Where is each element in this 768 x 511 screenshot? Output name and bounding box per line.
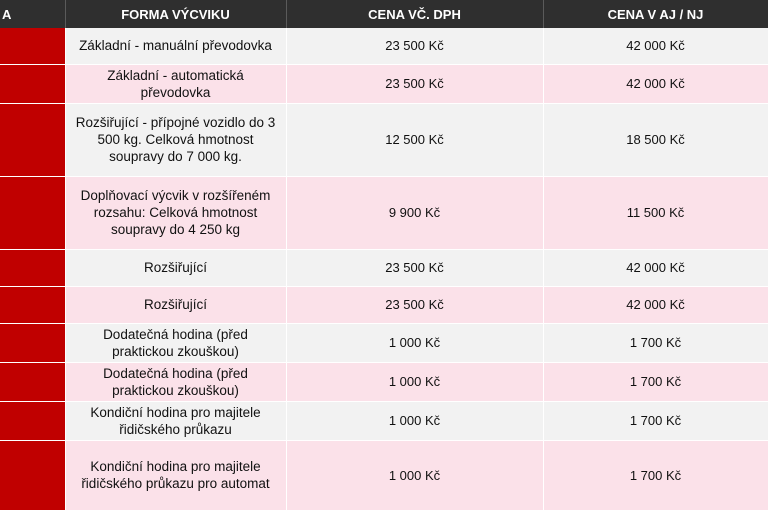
table-row	[0, 362, 768, 401]
header-price-incl-vat: CENA VČ. DPH	[286, 0, 543, 28]
category-cell	[0, 401, 65, 440]
training-form-cell: Kondiční hodina pro majitele řidičského průkazu	[65, 401, 286, 440]
training-form-cell: Dodatečná hodina (před praktickou zkouškou)	[65, 362, 286, 401]
price-cell: 12 500 Kč	[286, 103, 543, 176]
training-form-cell: Dodatečná hodina (před praktickou zkouškou)	[65, 323, 286, 362]
table-row	[0, 176, 768, 249]
price-foreign-cell: 42 000 Kč	[543, 249, 768, 286]
category-cell	[0, 362, 65, 401]
price-cell: 23 500 Kč	[286, 28, 543, 64]
price-cell: 1 000 Kč	[286, 401, 543, 440]
training-form-cell: Kondiční hodina pro majitele řidičského průkazu pro automat	[65, 440, 286, 510]
price-cell: 1 000 Kč	[286, 440, 543, 510]
training-form-cell: Rozšiřující - přípojné vozidlo do 3 500 kg. Celková hmotnost soupravy do 7 000 kg.	[65, 103, 286, 176]
table-row	[0, 440, 768, 510]
price-cell: 23 500 Kč	[286, 286, 543, 323]
price-foreign-cell: 11 500 Kč	[543, 176, 768, 249]
header-training-form: FORMA VÝCVIKU	[65, 0, 286, 28]
table-row	[0, 286, 768, 323]
price-cell: 9 900 Kč	[286, 176, 543, 249]
price-foreign-cell: 42 000 Kč	[543, 286, 768, 323]
price-foreign-cell: 42 000 Kč	[543, 28, 768, 64]
header-price-foreign-language: CENA V AJ / NJ	[543, 0, 768, 28]
category-cell	[0, 249, 65, 286]
price-foreign-cell: 1 700 Kč	[543, 362, 768, 401]
table-row	[0, 323, 768, 362]
category-cell	[0, 64, 65, 103]
category-cell	[0, 28, 65, 64]
category-cell	[0, 440, 65, 510]
price-foreign-cell: 18 500 Kč	[543, 103, 768, 176]
header-category: A	[0, 0, 65, 28]
category-cell	[0, 286, 65, 323]
category-cell	[0, 103, 65, 176]
price-foreign-cell: 42 000 Kč	[543, 64, 768, 103]
category-cell	[0, 176, 65, 249]
header-row	[0, 0, 768, 28]
training-form-cell: Rozšiřující	[65, 249, 286, 286]
table-row	[0, 64, 768, 103]
price-cell: 1 000 Kč	[286, 362, 543, 401]
training-form-cell: Rozšiřující	[65, 286, 286, 323]
price-foreign-cell: 1 700 Kč	[543, 440, 768, 510]
table-row	[0, 249, 768, 286]
training-form-cell: Základní - manuální převodovka	[65, 28, 286, 64]
price-cell: 23 500 Kč	[286, 64, 543, 103]
table-row	[0, 103, 768, 176]
training-form-cell: Doplňovací výcvik v rozšířeném rozsahu: Celková hmotnost soupravy do 4 250 kg	[65, 176, 286, 249]
training-form-cell: Základní - automatická převodovka	[65, 64, 286, 103]
table-row	[0, 401, 768, 440]
price-cell: 23 500 Kč	[286, 249, 543, 286]
price-foreign-cell: 1 700 Kč	[543, 401, 768, 440]
price-cell: 1 000 Kč	[286, 323, 543, 362]
category-cell	[0, 323, 65, 362]
price-foreign-cell: 1 700 Kč	[543, 323, 768, 362]
table-row	[0, 28, 768, 64]
